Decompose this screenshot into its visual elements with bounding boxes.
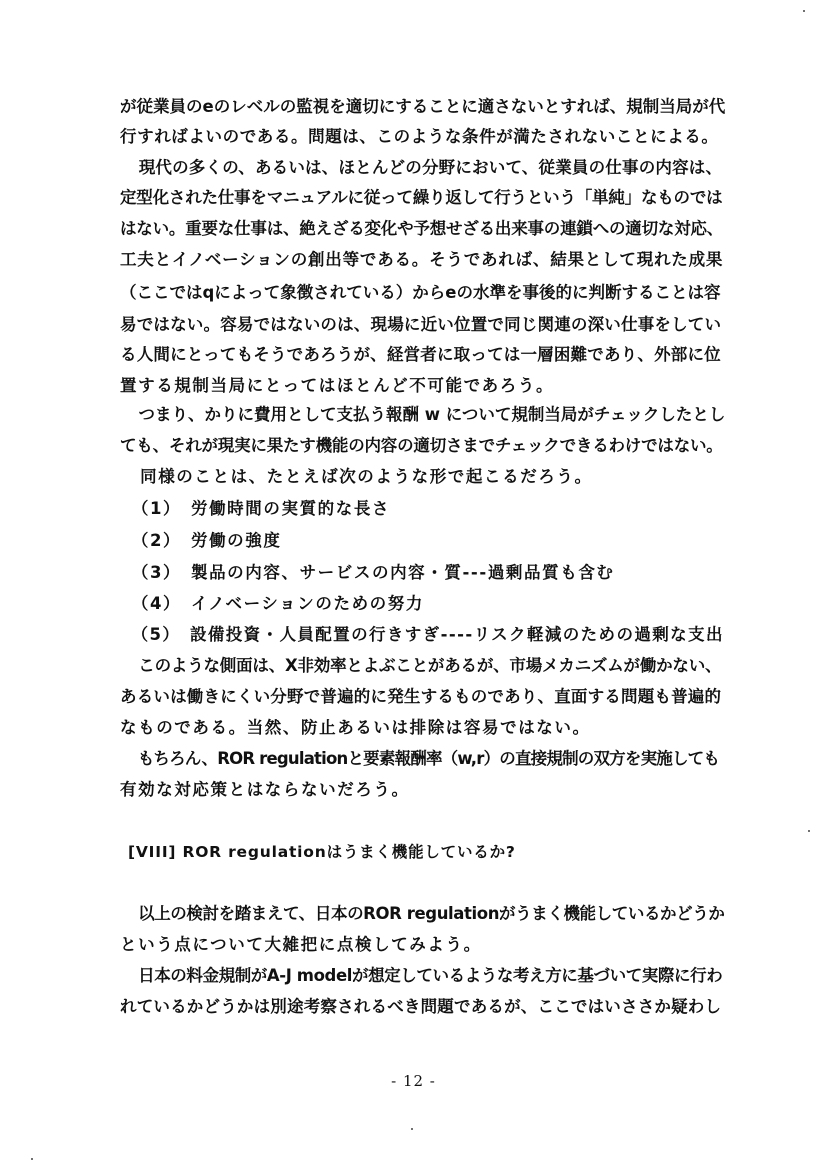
body-line: つまり、かりに費用として支払う報酬 w について規制当局がチェックしたとし	[122, 405, 726, 424]
body-line: 以上の検討を踏まえて、日本のROR regulationがうまく機能しているかどうか	[122, 904, 725, 923]
body-line: が従業員のeのレベルの監視を適切にすることに適さないとすれば、規制当局が代	[120, 97, 726, 116]
body-line: 日本の料金規制がA-J modelが想定しているような考え方に基づいて実際に行わ	[122, 966, 723, 985]
body-line: （ここではqによって象徴されている）からeの水準を事後的に判断することは容	[120, 283, 721, 302]
list-item: （4） イノベーションのための努力	[122, 594, 424, 613]
list-item: （5） 設備投資・人員配置の行きすぎ----リスク軽減のための過剰な支出	[122, 625, 724, 644]
scan-speck	[411, 1128, 413, 1130]
list-item: （3） 製品の内容、サービスの内容・質---過剰品質も含む	[122, 563, 615, 582]
body-line: れているかどうかは別途考察されるべき問題であるが、ここではいささか疑わし	[120, 997, 722, 1016]
page-number: - 12 -	[391, 1072, 436, 1090]
scan-speck	[803, 10, 805, 12]
scan-speck	[808, 830, 810, 832]
section-heading: [VIII] ROR regulationはうまく機能しているか?	[128, 843, 516, 861]
body-line: 易ではない。容易ではないのは、現場に近い位置で同じ関連の深い仕事をしてい	[120, 315, 722, 334]
body-line: このような側面は、X非効率とよぶことがあるが、市場メカニズムが働かない、	[122, 656, 722, 675]
body-line: る人間にとってもそうであろうが、経営者に取っては一層困難であり、外部に位	[120, 345, 721, 364]
body-line: 現代の多くの、あるいは、ほとんどの分野において、従業員の仕事の内容は、	[122, 158, 723, 177]
body-line: もちろん、ROR regulationと要素報酬率（w,r）の直接規制の双方を実施しても	[122, 749, 720, 768]
body-line: 同様のことは、たとえば次のような形で起こるだろう。	[122, 467, 593, 486]
body-line: 行すればよいのである。問題は、このような条件が満たされないことによる。	[120, 127, 719, 146]
body-line: 工夫とイノベーションの創出等である。そうであれば、結果として現れた成果	[120, 250, 724, 269]
list-item: （1） 労働時間の実質的な長さ	[122, 499, 391, 518]
body-line: 定型化された仕事をマニュアルに従って繰り返して行うという「単純」なものでは	[120, 188, 723, 207]
body-line: はない。重要な仕事は、絶えざる変化や予想せざる出来事の連鎖への適切な対応、	[120, 219, 724, 238]
body-line: という点について大雑把に点検してみよう。	[120, 935, 482, 954]
scan-speck	[31, 1158, 33, 1160]
list-item: （2） 労働の強度	[122, 531, 282, 550]
body-line: 置する規制当局にとってはほとんど不可能であろう。	[120, 376, 555, 395]
body-line: 有効な対応策とはならないだろう。	[120, 780, 410, 799]
body-line: ても、それが現実に果たす機能の内容の適切さまでチェックできるわけではない。	[120, 436, 723, 455]
body-line: なものである。当然、防止あるいは排除は容易ではない。	[120, 718, 591, 737]
body-line: あるいは働きにくい分野で普遍的に発生するものであり、直面する問題も普遍的	[120, 687, 722, 706]
